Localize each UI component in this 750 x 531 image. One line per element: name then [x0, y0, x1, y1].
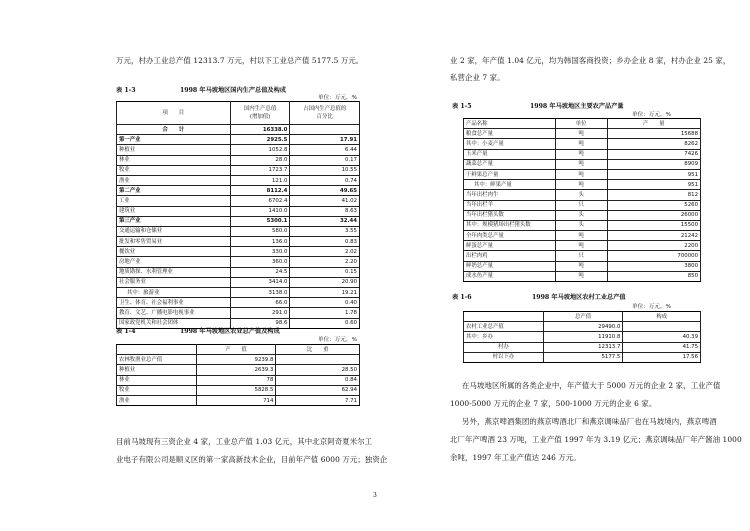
row-label: 牧业 — [117, 385, 197, 395]
table-1-5-label: 表 1-5 — [452, 103, 472, 110]
row-share: 17.56 — [623, 352, 701, 362]
row-label: 村以下办 — [464, 352, 544, 362]
row-value: 121.0 — [230, 175, 290, 185]
table-row — [464, 231, 701, 241]
row-percent: 6.44 — [290, 145, 360, 155]
row-output: 3800 — [607, 261, 700, 271]
row-label: 林业 — [117, 375, 197, 385]
row-unit: 头 — [555, 220, 607, 230]
table-1-3 — [116, 101, 360, 329]
row-unit: 吨 — [555, 169, 607, 179]
row-label: 粮食总产量 — [464, 129, 556, 139]
table-1-4-label: 表 1-4 — [116, 328, 136, 335]
row-value: 330.0 — [230, 247, 290, 257]
table-row — [464, 159, 701, 169]
table-1-5-unit: 单位：万元，% — [632, 112, 671, 118]
table-1-6-title: 1998 年马坡地区农村工业总产值 — [532, 294, 626, 301]
table-row — [117, 298, 360, 308]
table-row — [464, 220, 701, 230]
row-label: 蔬菜总产量 — [464, 159, 556, 169]
row-output: 15500 — [607, 220, 700, 230]
row-percent: 3.55 — [290, 226, 360, 236]
row-value: 2639.3 — [196, 365, 276, 375]
row-value: 9239.8 — [196, 355, 276, 365]
table-1-3-unit: 单位：万元，% — [318, 95, 357, 101]
table-row — [117, 165, 360, 175]
row-share — [276, 355, 360, 365]
right-bottom-paragraph-line-5: 余吨，1997 年工业产值达 246 万元。 — [450, 453, 581, 462]
table-1-6-header-value: 总产值 — [543, 312, 623, 322]
table-row — [464, 210, 701, 220]
table-row — [464, 129, 701, 139]
row-unit: 吨 — [555, 231, 607, 241]
row-output: 8909 — [607, 159, 700, 169]
row-percent: 17.91 — [290, 135, 360, 145]
row-percent — [290, 125, 360, 135]
row-label: 村办 — [464, 342, 544, 352]
row-value: 5300.1 — [230, 216, 290, 226]
row-label: 工业 — [117, 196, 231, 206]
table-1-4-header-value: 产 值 — [196, 345, 276, 355]
row-percent: 19.21 — [290, 288, 360, 298]
table-row — [464, 332, 701, 342]
row-unit: 吨 — [555, 180, 607, 190]
row-share: 0.84 — [276, 375, 360, 385]
row-percent: 0.60 — [290, 318, 360, 328]
row-label: 地质勘探、水利管理业 — [117, 267, 231, 277]
row-label: 渔业 — [117, 395, 197, 405]
table-row — [117, 277, 360, 287]
row-label: 其中：旅游业 — [117, 288, 231, 298]
row-label: 成水鱼产量 — [464, 271, 556, 281]
table-1-6 — [463, 311, 701, 363]
row-unit: 只 — [555, 251, 607, 261]
row-output: 951 — [607, 169, 700, 179]
row-label: 种植业 — [117, 365, 197, 375]
right-bottom-paragraph-line-2: 1000-5000 万元的企业 7 家，500-1000 万元的企业 6 家。 — [450, 399, 657, 408]
table-row — [117, 206, 360, 216]
row-label: 卫生、体育、社会福利事业 — [117, 298, 231, 308]
row-value: 78 — [196, 375, 276, 385]
table-1-3-title: 1998 年马坡地区国内生产总值及构成 — [180, 87, 286, 94]
table-1-6-label: 表 1-6 — [452, 294, 472, 301]
row-output: 5260 — [607, 200, 700, 210]
table-row — [464, 200, 701, 210]
right-top-paragraph-line-1: 业 2 家，年产值 1.04 亿元，均为韩国客商投资；乡办企业 8 家，村办企业 25 家， — [450, 56, 731, 65]
row-unit: 吨 — [555, 271, 607, 281]
table-1-6-unit: 单位：万元，% — [632, 304, 671, 310]
row-label: 交通运输和仓储业 — [117, 226, 231, 236]
row-label: 第三产业 — [117, 216, 231, 226]
table-row — [117, 237, 360, 247]
row-value: 714 — [196, 395, 276, 405]
row-value: 98.6 — [230, 318, 290, 328]
row-percent: 1.78 — [290, 308, 360, 318]
table-1-4-title: 1998 年马坡地区农业总产值及构成 — [180, 328, 280, 335]
table-1-5-header-product: 产品名称 — [464, 119, 556, 129]
table-row — [117, 216, 360, 226]
row-value: 12313.7 — [543, 342, 623, 352]
table-row — [464, 352, 701, 362]
left-top-paragraph: 万元，村办工业总产值 12313.7 万元，村以下工业总产值 5177.5 万元。 — [116, 56, 364, 65]
row-label: 干鲜果总产量 — [464, 169, 556, 179]
row-label: 餐饮业 — [117, 247, 231, 257]
table-1-5-header-output: 产 量 — [607, 119, 700, 129]
row-percent: 2.20 — [290, 257, 360, 267]
row-label: 牧业 — [117, 165, 231, 175]
row-output: 7426 — [607, 149, 700, 159]
table-row — [464, 241, 701, 251]
row-label: 鲜蛋总产量 — [464, 241, 556, 251]
table-1-3-label: 表 1-3 — [116, 87, 136, 94]
row-output: 8262 — [607, 139, 700, 149]
row-output: 951 — [607, 180, 700, 190]
table-row — [117, 155, 360, 165]
row-value: 3138.0 — [230, 288, 290, 298]
row-output: 850 — [607, 271, 700, 281]
row-label: 其中：乡办 — [464, 332, 544, 342]
row-label: 种植业 — [117, 145, 231, 155]
table-row — [464, 139, 701, 149]
row-label: 鲜奶总产量 — [464, 261, 556, 271]
row-label: 出栏肉鸡 — [464, 251, 556, 261]
row-percent: 8.63 — [290, 206, 360, 216]
row-label: 批发和零售贸易业 — [117, 237, 231, 247]
table-row — [464, 322, 701, 332]
table-row — [117, 365, 360, 375]
table-1-5 — [463, 118, 701, 282]
row-value: 16338.0 — [230, 125, 290, 135]
table-row — [464, 190, 701, 200]
row-label: 当年出栏猪头数 — [464, 210, 556, 220]
row-percent: 0.74 — [290, 175, 360, 185]
row-percent: 0.17 — [290, 155, 360, 165]
right-bottom-paragraph-line-4: 北厂年产啤酒 23 万吨，工业产值 1997 年为 3.19 亿元；燕京调味品厂年产酱油 1000 — [450, 435, 742, 444]
row-unit: 吨 — [555, 241, 607, 251]
table-row — [117, 385, 360, 395]
table-row — [117, 355, 360, 365]
row-percent: 32.44 — [290, 216, 360, 226]
table-row — [117, 175, 360, 185]
right-top-paragraph-line-2: 私营企业 7 家。 — [450, 73, 505, 82]
table-1-6-header-item — [464, 312, 544, 322]
table-row — [117, 247, 360, 257]
row-output: 700000 — [607, 251, 700, 261]
row-label: 合 计 — [117, 125, 231, 135]
left-bottom-paragraph-line-2: 业电子有限公司是顺义区的第一家高新技术企业，目前年产值 6000 万元；独资企 — [116, 455, 388, 464]
row-percent: 0.15 — [290, 267, 360, 277]
table-row — [117, 145, 360, 155]
row-label: 渔业 — [117, 175, 231, 185]
table-row — [464, 180, 701, 190]
page-number: 3 — [373, 492, 377, 499]
row-output: 15688 — [607, 129, 700, 139]
row-label: 林业 — [117, 155, 231, 165]
table-1-5-header-unit: 单位 — [555, 119, 607, 129]
table-row — [464, 271, 701, 281]
row-value: 291.0 — [230, 308, 290, 318]
row-value: 11910.8 — [543, 332, 623, 342]
table-row — [464, 169, 701, 179]
row-label: 社会服务业 — [117, 277, 231, 287]
row-label: 全年肉类总产量 — [464, 231, 556, 241]
row-percent: 41.02 — [290, 196, 360, 206]
row-percent: 49.65 — [290, 186, 360, 196]
row-percent: 0.40 — [290, 298, 360, 308]
table-1-3-header-item: 项 目 — [117, 102, 231, 125]
table-row — [117, 395, 360, 405]
row-share: 41.75 — [623, 342, 701, 352]
row-label: 当年出栏羊 — [464, 200, 556, 210]
table-1-4 — [116, 344, 360, 406]
row-share: 7.71 — [276, 395, 360, 405]
row-output: 26000 — [607, 210, 700, 220]
row-unit: 吨 — [555, 159, 607, 169]
row-label: 玉米产量 — [464, 149, 556, 159]
row-percent: 2.02 — [290, 247, 360, 257]
row-value: 24.5 — [230, 267, 290, 277]
table-1-3-header-value: 国内生产总值 (增加值) — [230, 102, 290, 125]
row-value: 5177.5 — [543, 352, 623, 362]
row-unit: 吨 — [555, 129, 607, 139]
row-label: 农林牧渔业总产值 — [117, 355, 197, 365]
row-value: 8112.4 — [230, 186, 290, 196]
table-1-4-header-item — [117, 345, 197, 355]
row-label: 第一产业 — [117, 135, 231, 145]
row-value: 580.0 — [230, 226, 290, 236]
row-share: 28.50 — [276, 365, 360, 375]
row-value: 360.0 — [230, 257, 290, 267]
table-row — [117, 267, 360, 277]
table-row — [117, 226, 360, 236]
table-row — [117, 135, 360, 145]
left-bottom-paragraph-line-1: 目前马坡现有三资企业 4 家，工业总产值 1.03 亿元，其中北京阿奇夏米尔工 — [116, 437, 373, 446]
row-share: 62.94 — [276, 385, 360, 395]
table-1-3-header-percent: 占国内生产总值的 百分比 — [290, 102, 360, 125]
row-value: 29490.0 — [543, 322, 623, 332]
row-label: 其中：规模猪场出栏猪头数 — [464, 220, 556, 230]
row-percent: 20.90 — [290, 277, 360, 287]
row-percent: 0.83 — [290, 237, 360, 247]
row-unit: 吨 — [555, 139, 607, 149]
table-row — [464, 342, 701, 352]
row-value: 2925.5 — [230, 135, 290, 145]
row-unit: 头 — [555, 190, 607, 200]
table-1-4-unit: 单位：万元，% — [318, 337, 357, 343]
row-percent: 10.55 — [290, 165, 360, 175]
row-label: 教育、文艺、广播电影电视事业 — [117, 308, 231, 318]
right-bottom-paragraph-line-3: 另外，燕京啤酒集团的燕京啤酒北厂和燕京调味品厂也在马坡境内，燕京啤酒 — [462, 417, 717, 426]
table-row — [117, 375, 360, 385]
row-value: 1410.0 — [230, 206, 290, 216]
row-label: 其中：鲜果产量 — [464, 180, 556, 190]
table-row — [117, 196, 360, 206]
row-output: 2200 — [607, 241, 700, 251]
row-unit: 吨 — [555, 149, 607, 159]
row-unit: 吨 — [555, 261, 607, 271]
table-1-6-header-share: 构成 — [623, 312, 701, 322]
table-1-5-title: 1998 年马坡地区主要农产品产量 — [530, 103, 624, 110]
row-label: 第二产业 — [117, 186, 231, 196]
row-output: 812 — [607, 190, 700, 200]
row-label: 农村工业总产值 — [464, 322, 544, 332]
row-value: 28.0 — [230, 155, 290, 165]
table-row — [117, 308, 360, 318]
row-value: 136.0 — [230, 237, 290, 247]
row-share: 40.39 — [623, 332, 701, 342]
row-value: 6702.4 — [230, 196, 290, 206]
row-label: 房地产业 — [117, 257, 231, 267]
table-row — [117, 257, 360, 267]
table-row — [117, 288, 360, 298]
row-label: 国家政党机关和社会团体 — [117, 318, 231, 328]
row-unit: 只 — [555, 200, 607, 210]
row-output: 21242 — [607, 231, 700, 241]
table-1-4-header-share: 比 重 — [276, 345, 360, 355]
row-value: 66.0 — [230, 298, 290, 308]
table-row — [464, 149, 701, 159]
table-row — [117, 125, 360, 135]
row-value: 1052.8 — [230, 145, 290, 155]
row-label: 建筑业 — [117, 206, 231, 216]
row-unit: 头 — [555, 210, 607, 220]
row-share — [623, 322, 701, 332]
table-row — [117, 186, 360, 196]
row-value: 3414.0 — [230, 277, 290, 287]
row-value: 1723.7 — [230, 165, 290, 175]
row-value: 5828.5 — [196, 385, 276, 395]
right-bottom-paragraph-line-1: 在马坡地区所属的各类企业中，年产值大于 5000 万元的企业 2 家，工业产值 — [462, 381, 721, 390]
table-row — [464, 251, 701, 261]
row-label: 当年出栏肉牛 — [464, 190, 556, 200]
row-label: 其中：小麦产量 — [464, 139, 556, 149]
table-row — [464, 261, 701, 271]
